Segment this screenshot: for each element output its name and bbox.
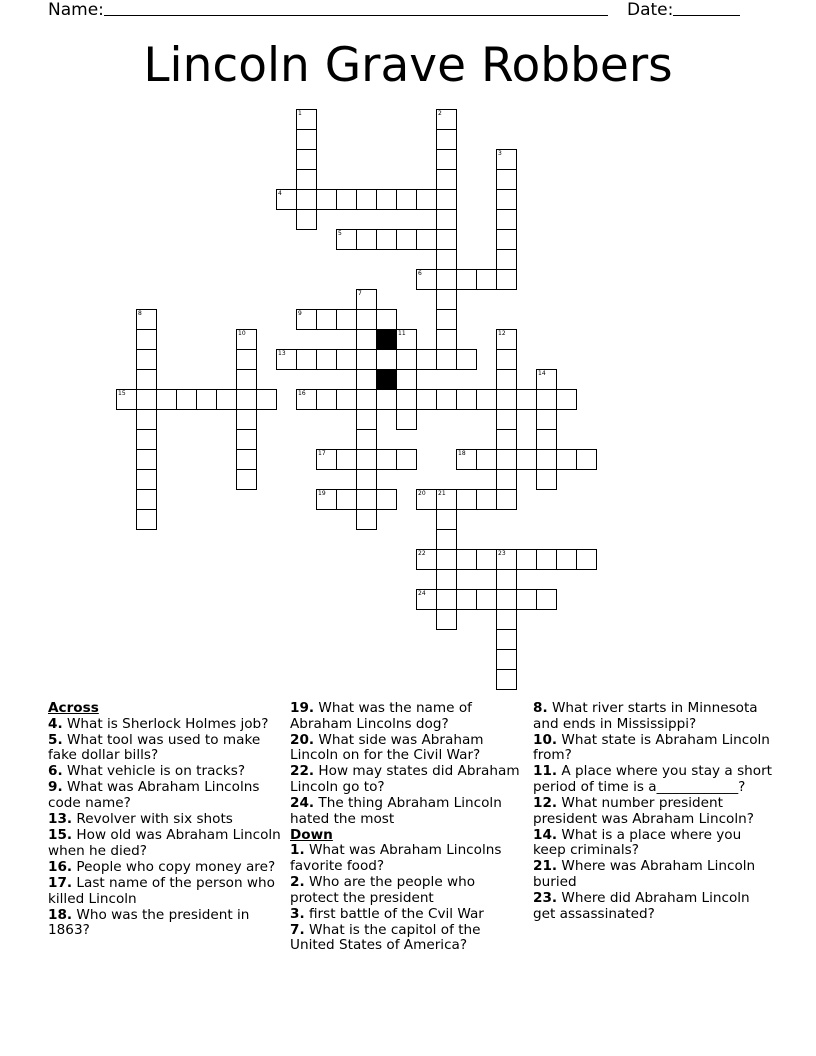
crossword-cell[interactable]: [536, 409, 557, 430]
clue-text: What tool was used to make fake dollar bills?: [48, 731, 261, 764]
crossword-cell[interactable]: [436, 549, 457, 570]
crossword-cell[interactable]: [456, 589, 477, 610]
crossword-cell[interactable]: [436, 309, 457, 330]
crossword-cell[interactable]: [416, 229, 437, 250]
crossword-cell[interactable]: [456, 349, 477, 370]
clue-down-8: 8. What river starts in Minnesota and ends in Mississippi?: [533, 700, 758, 732]
crossword-cell[interactable]: [416, 589, 437, 610]
crossword-cell[interactable]: [496, 369, 517, 390]
clue-across-4: 4. What is Sherlock Holmes job?: [48, 715, 269, 732]
crossword-cell[interactable]: [476, 549, 497, 570]
crossword-cell[interactable]: [476, 269, 497, 290]
clue-number: 19: [290, 700, 309, 716]
crossword-cell[interactable]: [236, 329, 257, 350]
crossword-cell[interactable]: [336, 309, 357, 330]
crossword-cell[interactable]: [496, 169, 517, 190]
clue-text: What was Abraham Lincolns code name?: [48, 779, 260, 812]
crossword-cell[interactable]: [136, 449, 157, 470]
crossword-cell[interactable]: [396, 369, 417, 390]
crossword-cell[interactable]: [236, 409, 257, 430]
clue-number: 12: [533, 795, 552, 812]
cell-number: 7: [358, 290, 362, 297]
clue-number: 3: [290, 905, 300, 922]
crossword-cell[interactable]: [296, 129, 317, 150]
crossword-cell[interactable]: [496, 229, 517, 250]
cell-number: 23: [498, 550, 506, 557]
crossword-cell[interactable]: [436, 569, 457, 590]
crossword-cell[interactable]: [356, 489, 377, 510]
cell-number: 8: [138, 310, 142, 317]
clue-number: 13: [48, 811, 67, 828]
crossword-cell[interactable]: [496, 669, 517, 690]
clue-across-5: 5. What tool was used to make fake dollar bills?: [48, 731, 261, 764]
clue-text: first battle of the Cvil War: [308, 905, 484, 922]
crossword-cell[interactable]: [356, 309, 377, 330]
crossword-cell[interactable]: [496, 329, 517, 350]
crossword-cell[interactable]: [476, 589, 497, 610]
clue-down-21: 21. Where was Abraham Lincoln buried: [533, 858, 756, 891]
crossword-cell[interactable]: [536, 449, 557, 470]
crossword-cell[interactable]: [496, 469, 517, 490]
name-label: Name:: [48, 0, 104, 20]
clue-across-15: 15. How old was Abraham Lincoln when he died?: [48, 827, 281, 859]
crossword-cell[interactable]: [496, 609, 517, 630]
crossword-cell[interactable]: [236, 369, 257, 390]
crossword-cell[interactable]: [356, 369, 377, 390]
crossword-cell[interactable]: [136, 469, 157, 490]
cell-number: 18: [458, 450, 466, 457]
crossword-cell[interactable]: [436, 389, 457, 410]
crossword-cell[interactable]: [536, 549, 557, 570]
crossword-cell[interactable]: [436, 289, 457, 310]
clue-number: 15: [48, 827, 67, 844]
cell-number: 11: [398, 330, 406, 337]
clue-number: 17: [48, 875, 67, 892]
crossword-cell[interactable]: [456, 489, 477, 510]
crossword-cell[interactable]: [496, 409, 517, 430]
crossword-cell[interactable]: [576, 549, 597, 570]
cell-number: 17: [318, 450, 326, 457]
cell-number: 15: [118, 390, 126, 397]
clue-number: 6: [48, 763, 58, 780]
clue-number: 5: [48, 731, 58, 748]
crossword-cell[interactable]: [396, 409, 417, 430]
cell-number: 22: [418, 550, 426, 557]
clue-text: What was Abraham Lincolns favorite food?: [290, 842, 502, 874]
clue-text: What state is Abraham Lincoln from?: [533, 731, 770, 764]
crossword-cell[interactable]: [436, 169, 457, 190]
crossword-cell[interactable]: [456, 389, 477, 410]
crossword-cell[interactable]: [296, 209, 317, 230]
crossword-cell[interactable]: [436, 209, 457, 230]
date-field[interactable]: [673, 15, 740, 16]
crossword-cell[interactable]: [436, 229, 457, 250]
crossword-cell[interactable]: [396, 449, 417, 470]
crossword-cell[interactable]: [556, 389, 577, 410]
crossword-cell[interactable]: [336, 449, 357, 470]
clue-text: What vehicle is on tracks?: [66, 763, 246, 780]
crossword-cell[interactable]: [436, 109, 457, 130]
crossword-cell[interactable]: [416, 349, 437, 370]
crossword-cell[interactable]: [436, 529, 457, 550]
cell-number: 3: [498, 150, 502, 157]
crossword-cell[interactable]: [316, 389, 337, 410]
crossword-cell[interactable]: [436, 189, 457, 210]
crossword-cell[interactable]: [296, 169, 317, 190]
crossword-cell[interactable]: [356, 389, 377, 410]
clue-column-2: [290, 701, 525, 955]
clue-text: Who was the president in 1863?: [48, 906, 250, 939]
crossword-cell[interactable]: [396, 349, 417, 370]
crossword-cell[interactable]: [436, 509, 457, 530]
crossword-cell[interactable]: [536, 589, 557, 610]
crossword-cell[interactable]: [516, 589, 537, 610]
crossword-cell[interactable]: [416, 269, 437, 290]
crossword-cell[interactable]: [356, 449, 377, 470]
crossword-cell[interactable]: [296, 309, 317, 330]
clue-down-11: 11. A place where you stay a short period of time is a____________?: [533, 763, 772, 795]
clue-text: The thing Abraham Lincoln hated the most: [290, 795, 502, 827]
clue-column-1: [48, 701, 283, 939]
crossword-cell[interactable]: [136, 389, 157, 410]
crossword-cell[interactable]: [496, 269, 517, 290]
crossword-cell[interactable]: [376, 389, 397, 410]
crossword-cell[interactable]: [416, 489, 437, 510]
crossword-cell[interactable]: [376, 229, 397, 250]
crossword-cell[interactable]: [436, 609, 457, 630]
clue-number: 23: [533, 890, 552, 907]
crossword-cell[interactable]: [356, 229, 377, 250]
crossword-cell[interactable]: [516, 449, 537, 470]
cell-number: 20: [418, 490, 426, 497]
crossword-cell[interactable]: [136, 509, 157, 530]
crossword-cell[interactable]: [356, 429, 377, 450]
crossword-cell[interactable]: [356, 509, 377, 530]
crossword-cell[interactable]: [416, 389, 437, 410]
crossword-cell[interactable]: [376, 349, 397, 370]
clue-down-7: 7. What is the capitol of the United States of America?: [290, 921, 481, 954]
clue-text: Where was Abraham Lincoln buried: [533, 858, 756, 891]
crossword-cell[interactable]: [336, 229, 357, 250]
crossword-cell[interactable]: [256, 389, 277, 410]
crossword-cell[interactable]: [496, 149, 517, 170]
clue-text: What is a place where you keep criminals?: [533, 826, 742, 859]
date-label: Date:: [627, 0, 674, 20]
crossword-cell[interactable]: [356, 329, 377, 350]
clue-number: 14: [533, 826, 552, 843]
crossword-cell[interactable]: [316, 489, 337, 510]
clue-number: 24: [290, 795, 309, 812]
crossword-cell[interactable]: [536, 389, 557, 410]
crossword-cell[interactable]: [496, 389, 517, 410]
cell-number: 5: [338, 230, 342, 237]
clue-number: 7: [290, 921, 300, 938]
cell-number: 24: [418, 590, 426, 597]
crossword-cell[interactable]: [356, 469, 377, 490]
clue-across-17: 17. Last name of the person who killed Lincoln: [48, 875, 275, 907]
crossword-cell[interactable]: [196, 389, 217, 410]
crossword-cell[interactable]: [536, 469, 557, 490]
clue-across-9: 9. What was Abraham Lincolns code name?: [48, 779, 260, 812]
clue-number: 21: [533, 858, 552, 875]
crossword-cell[interactable]: [436, 489, 457, 510]
crossword-cell[interactable]: [236, 349, 257, 370]
crossword-cell[interactable]: [356, 289, 377, 310]
crossword-cell[interactable]: [136, 309, 157, 330]
crossword-cell[interactable]: [356, 349, 377, 370]
clue-number: 10: [533, 731, 552, 748]
clue-text: What number president president was Abraham Lincoln?: [533, 795, 754, 827]
across-heading: Across: [48, 700, 99, 716]
crossword-cell[interactable]: [136, 409, 157, 430]
cell-number: 19: [318, 490, 326, 497]
crossword-cell[interactable]: [456, 449, 477, 470]
crossword-cell[interactable]: [476, 489, 497, 510]
crossword-cell[interactable]: [516, 549, 537, 570]
crossword-cell[interactable]: [316, 349, 337, 370]
crossword-cell[interactable]: [496, 549, 517, 570]
clue-across-18: 18. Who was the president in 1863?: [48, 906, 250, 939]
crossword-cell[interactable]: [396, 189, 417, 210]
crossword-cell[interactable]: [316, 449, 337, 470]
crossword-cell[interactable]: [516, 389, 537, 410]
crossword-cell[interactable]: [376, 489, 397, 510]
clue-down-23: 23. Where did Abraham Lincoln get assassinated?: [533, 890, 750, 922]
clue-number: 22: [290, 763, 309, 780]
crossword-cell[interactable]: [336, 389, 357, 410]
crossword-cell[interactable]: [456, 549, 477, 570]
clue-text: How may states did Abraham Lincoln go to?: [290, 763, 520, 795]
crossword-cell[interactable]: [496, 349, 517, 370]
crossword-cell[interactable]: [156, 389, 177, 410]
clue-down-1: 1. What was Abraham Lincolns favorite food?: [290, 842, 502, 874]
cell-number: 16: [298, 390, 306, 397]
crossword-cell[interactable]: [436, 329, 457, 350]
crossword-cell[interactable]: [296, 189, 317, 210]
crossword-cell[interactable]: [296, 149, 317, 170]
crossword-cell[interactable]: [216, 389, 237, 410]
clue-text: Revolver with six shots: [76, 811, 233, 828]
crossword-cell[interactable]: [356, 189, 377, 210]
cell-number: 9: [298, 310, 302, 317]
crossword-cell[interactable]: [496, 209, 517, 230]
crossword-cell[interactable]: [496, 649, 517, 670]
clue-down-12: 12. What number president president was Abraham Lincoln?: [533, 795, 754, 827]
cell-number: 1: [298, 110, 302, 117]
crossword-cell[interactable]: [336, 189, 357, 210]
crossword-cell[interactable]: [496, 489, 517, 510]
crossword-cell[interactable]: [456, 269, 477, 290]
crossword-cell[interactable]: [136, 349, 157, 370]
black-square: [376, 369, 397, 390]
crossword-cell[interactable]: [136, 489, 157, 510]
crossword-cell[interactable]: [396, 329, 417, 350]
clue-column-3: [533, 701, 773, 923]
clue-text: What side was Abraham Lincoln on for the Civil War?: [290, 731, 484, 764]
crossword-cell[interactable]: [476, 389, 497, 410]
name-field[interactable]: [104, 15, 608, 16]
crossword-cell[interactable]: [416, 189, 437, 210]
cell-number: 21: [438, 490, 446, 497]
crossword-cell[interactable]: [236, 449, 257, 470]
crossword-cell[interactable]: [496, 249, 517, 270]
cell-number: 2: [438, 110, 442, 117]
crossword-cell[interactable]: [436, 349, 457, 370]
cell-number: 10: [238, 330, 246, 337]
clue-number: 1: [290, 842, 300, 859]
crossword-cell[interactable]: [496, 569, 517, 590]
crossword-cell[interactable]: [496, 449, 517, 470]
crossword-cell[interactable]: [556, 549, 577, 570]
clue-across-6: 6. What vehicle is on tracks?: [48, 763, 246, 780]
cell-number: 12: [498, 330, 506, 337]
clue-down-2: 2. Who are the people who protect the president: [290, 874, 476, 906]
crossword-cell[interactable]: [396, 229, 417, 250]
crossword-cell[interactable]: [116, 389, 137, 410]
clue-across-13: 13. Revolver with six shots: [48, 811, 233, 828]
crossword-cell[interactable]: [496, 589, 517, 610]
clue-text: What is the capitol of the United States of America?: [290, 921, 481, 954]
crossword-cell[interactable]: [556, 449, 577, 470]
clue-text: Where did Abraham Lincoln get assassinated?: [533, 890, 750, 922]
clue-text: How old was Abraham Lincoln when he died?: [48, 827, 281, 859]
crossword-cell[interactable]: [316, 189, 337, 210]
clue-text: Who are the people who protect the president: [290, 874, 476, 906]
crossword-cell[interactable]: [236, 469, 257, 490]
cell-number: 13: [278, 350, 286, 357]
crossword-cell[interactable]: [536, 429, 557, 450]
clue-across-16: 16. People who copy money are?: [48, 858, 276, 875]
crossword-cell[interactable]: [376, 309, 397, 330]
clue-text: What is Sherlock Holmes job?: [66, 715, 269, 732]
clue-down-14: 14. What is a place where you keep criminals?: [533, 826, 742, 859]
crossword-cell[interactable]: [436, 589, 457, 610]
clue-down-3: 3. first battle of the Cvil War: [290, 905, 484, 922]
clue-across-20: 20. What side was Abraham Lincoln on for the Civil War?: [290, 731, 484, 764]
clue-across-22: 22. How may states did Abraham Lincoln go to?: [290, 763, 520, 795]
crossword-cell[interactable]: [436, 269, 457, 290]
down-heading: Down: [290, 826, 333, 843]
crossword-cell[interactable]: [136, 369, 157, 390]
clue-number: 20: [290, 731, 309, 748]
crossword-cell[interactable]: [276, 189, 297, 210]
crossword-cell[interactable]: [376, 449, 397, 470]
crossword-cell[interactable]: [436, 249, 457, 270]
crossword-cell[interactable]: [376, 189, 397, 210]
crossword-cell[interactable]: [236, 389, 257, 410]
clue-number: 18: [48, 906, 67, 923]
black-square: [376, 329, 397, 350]
crossword-cell[interactable]: [276, 349, 297, 370]
crossword-cell[interactable]: [296, 389, 317, 410]
crossword-cell[interactable]: [496, 629, 517, 650]
clue-text: People who copy money are?: [76, 858, 276, 875]
crossword-cell[interactable]: [476, 449, 497, 470]
page-title: Lincoln Grave Robbers: [143, 38, 673, 93]
clue-number: 9: [48, 779, 58, 796]
crossword-cell[interactable]: [436, 149, 457, 170]
crossword-cell[interactable]: [496, 189, 517, 210]
crossword-cell[interactable]: [336, 349, 357, 370]
clue-text: A place where you stay a short period of time is a____________?: [533, 763, 772, 795]
clue-number: 16: [48, 858, 67, 875]
crossword-cell[interactable]: [136, 329, 157, 350]
clue-number: 2: [290, 874, 300, 891]
crossword-cell[interactable]: [356, 409, 377, 430]
crossword-cell[interactable]: [416, 549, 437, 570]
crossword-cell[interactable]: [236, 429, 257, 450]
cell-number: 14: [538, 370, 546, 377]
clue-across-24: 24. The thing Abraham Lincoln hated the most: [290, 795, 502, 827]
clue-text: What river starts in Minnesota and ends in Mississippi?: [533, 700, 758, 732]
clue-down-10: 10. What state is Abraham Lincoln from?: [533, 731, 770, 764]
crossword-cell[interactable]: [436, 129, 457, 150]
cell-number: 6: [418, 270, 422, 277]
clue-text: Last name of the person who killed Lincoln: [48, 875, 275, 907]
crossword-cell[interactable]: [336, 489, 357, 510]
clue-number: 4: [48, 715, 58, 732]
clue-across-19: 19. What was the name of Abraham Lincolns dog?: [290, 700, 472, 732]
crossword-cell[interactable]: [176, 389, 197, 410]
crossword-cell[interactable]: [316, 309, 337, 330]
crossword-cell[interactable]: [496, 429, 517, 450]
crossword-cell[interactable]: [576, 449, 597, 470]
crossword-cell[interactable]: [136, 429, 157, 450]
crossword-cell[interactable]: [296, 349, 317, 370]
clue-number: 8: [533, 700, 543, 716]
cell-number: 4: [278, 190, 282, 197]
crossword-cell[interactable]: [396, 389, 417, 410]
crossword-cell[interactable]: [536, 369, 557, 390]
clue-text: What was the name of Abraham Lincolns dog?: [290, 700, 472, 732]
clue-number: 11: [533, 763, 552, 780]
crossword-cell[interactable]: [296, 109, 317, 130]
